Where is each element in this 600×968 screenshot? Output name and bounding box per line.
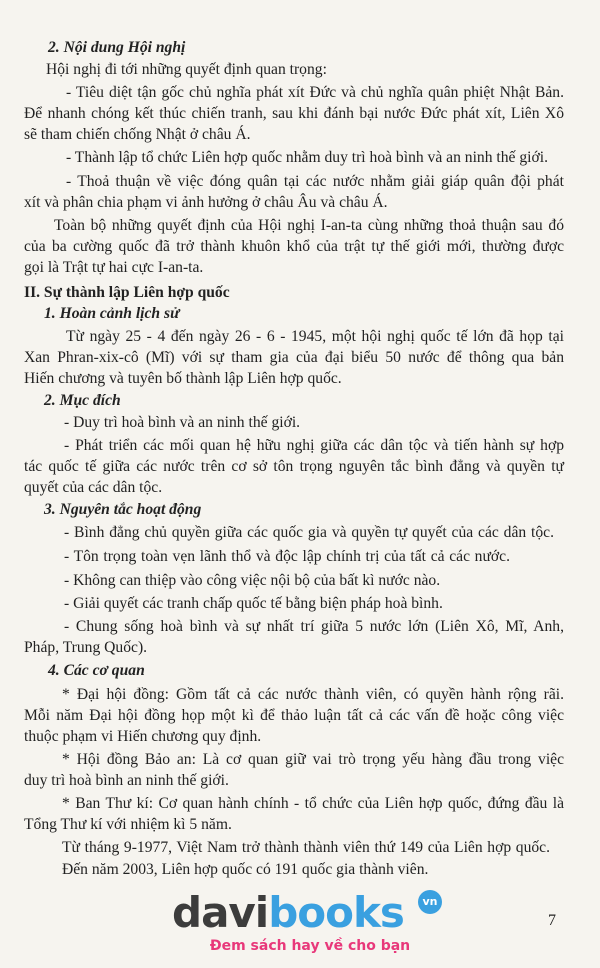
purpose-2-line-2: tác quốc tế giữa các nước trên cơ sở tôn trọng nguyên tắc bình đẳng và quyền tự [24, 458, 564, 475]
principle-4: - Giải quyết các tranh chấp quốc tế bằng biện pháp hoà bình. [64, 595, 443, 612]
davibooks-logo [172, 888, 432, 938]
organ-2-line-1: * Hội đồng Bảo an: Là cơ quan giữ vai trò trọng yếu hàng đầu trong việc [62, 751, 564, 768]
organ-3-line-1: * Ban Thư kí: Cơ quan hành chính - tổ chức của Liên hợp quốc, đứng đầu là [62, 795, 564, 812]
sub-4-heading: 4. Các cơ quan [48, 662, 145, 679]
decision-1-line-1: - Tiêu diệt tận gốc chủ nghĩa phát xít Đức và chủ nghĩa quân phiệt Nhật Bản. [66, 84, 564, 101]
sub-1-text-line-1: Từ ngày 25 - 4 đến ngày 26 - 6 - 1945, một hội nghị quốc tế lớn đã họp tại [66, 328, 564, 345]
logo-part-2: books [268, 888, 404, 937]
tagline: Đem sách hay về cho bạn [209, 938, 411, 954]
decision-1-line-2: Để nhanh chóng kết thúc chiến tranh, sau khi đánh bại nước Đức phát xít, Liên Xô [24, 105, 564, 122]
principle-1: - Bình đẳng chủ quyền giữa các quốc gia và quyền tự quyết của các dân tộc. [64, 524, 554, 541]
organ-1-line-2: Mỗi năm Đại hội đồng họp một kì để thảo luận tất cả các vấn đề hoặc công việc [24, 707, 564, 724]
intro-line: Hội nghị đi tới những quyết định quan trọng: [46, 61, 327, 78]
sub-3-heading: 3. Nguyên tắc hoạt động [44, 501, 202, 518]
fact-2: Đến năm 2003, Liên hợp quốc có 191 quốc gia thành viên. [62, 861, 429, 878]
summary-line-2: của ba cường quốc đã trở thành khuôn khổ của trật tự thế giới mới, thường được [24, 238, 564, 255]
decision-1-line-3: sẽ tham chiến chống Nhật ở châu Á. [24, 126, 251, 143]
organ-2-line-2: duy trì hoà bình an ninh thế giới. [24, 772, 229, 789]
decision-3-line-2: xít và phân chia phạm vi ảnh hưởng ở châu Âu và châu Á. [24, 194, 388, 211]
decision-2: - Thành lập tổ chức Liên hợp quốc nhằm duy trì hoà bình và an ninh thế giới. [66, 149, 548, 166]
organ-1-line-1: * Đại hội đồng: Gồm tất cả các nước thành viên, có quyền hành rộng rãi. [62, 686, 564, 703]
organ-3-line-2: Tổng Thư kí với nhiệm kì 5 năm. [24, 816, 232, 833]
sub-2-heading: 2. Mục đích [44, 392, 121, 409]
decision-3-line-1: - Thoả thuận về việc đóng quân tại các nước nhằm giải giáp quân đội phát [66, 173, 564, 190]
fact-1: Từ tháng 9-1977, Việt Nam trở thành thành viên thứ 149 của Liên hợp quốc. [62, 839, 550, 856]
summary-line-3: gọi là Trật tự hai cực I-an-ta. [24, 259, 204, 276]
section-2-heading: 2. Nội dung Hội nghị [48, 39, 186, 56]
principle-2: - Tôn trọng toàn vẹn lãnh thổ và độc lập chính trị của tất cả các nước. [64, 548, 510, 565]
principle-5-line-1: - Chung sống hoà bình và sự nhất trí giữa 5 nước lớn (Liên Xô, Mĩ, Anh, [64, 618, 564, 635]
logo-part-1: davi [172, 888, 269, 937]
purpose-2-line-1: - Phát triển các mối quan hệ hữu nghị giữa các dân tộc và tiến hành sự hợp [64, 437, 564, 454]
organ-1-line-3: thuộc phạm vi Hiến chương quy định. [24, 728, 262, 745]
sub-1-text-line-3: Hiến chương và tuyên bố thành lập Liên hợp quốc. [24, 370, 342, 387]
principle-5-line-2: Pháp, Trung Quốc). [24, 639, 148, 656]
purpose-1: - Duy trì hoà bình và an ninh thế giới. [64, 414, 301, 431]
principle-3: - Không can thiệp vào công việc nội bộ của bất kì nước nào. [64, 572, 441, 589]
logo-vn-badge: vn [418, 890, 442, 914]
part-II-heading: II. Sự thành lập Liên hợp quốc [24, 284, 230, 301]
sub-1-text-line-2: Xan Phran-xix-cô (Mĩ) với sự tham gia của đại biểu 50 nước để thông qua bản [24, 349, 564, 366]
sub-1-heading: 1. Hoàn cảnh lịch sử [44, 305, 180, 322]
page-number: 7 [548, 912, 556, 929]
purpose-2-line-3: quyết của các dân tộc. [24, 479, 163, 496]
summary-line-1: Toàn bộ những quyết định của Hội nghị I-an-ta cùng những thoả thuận sau đó [54, 217, 564, 234]
